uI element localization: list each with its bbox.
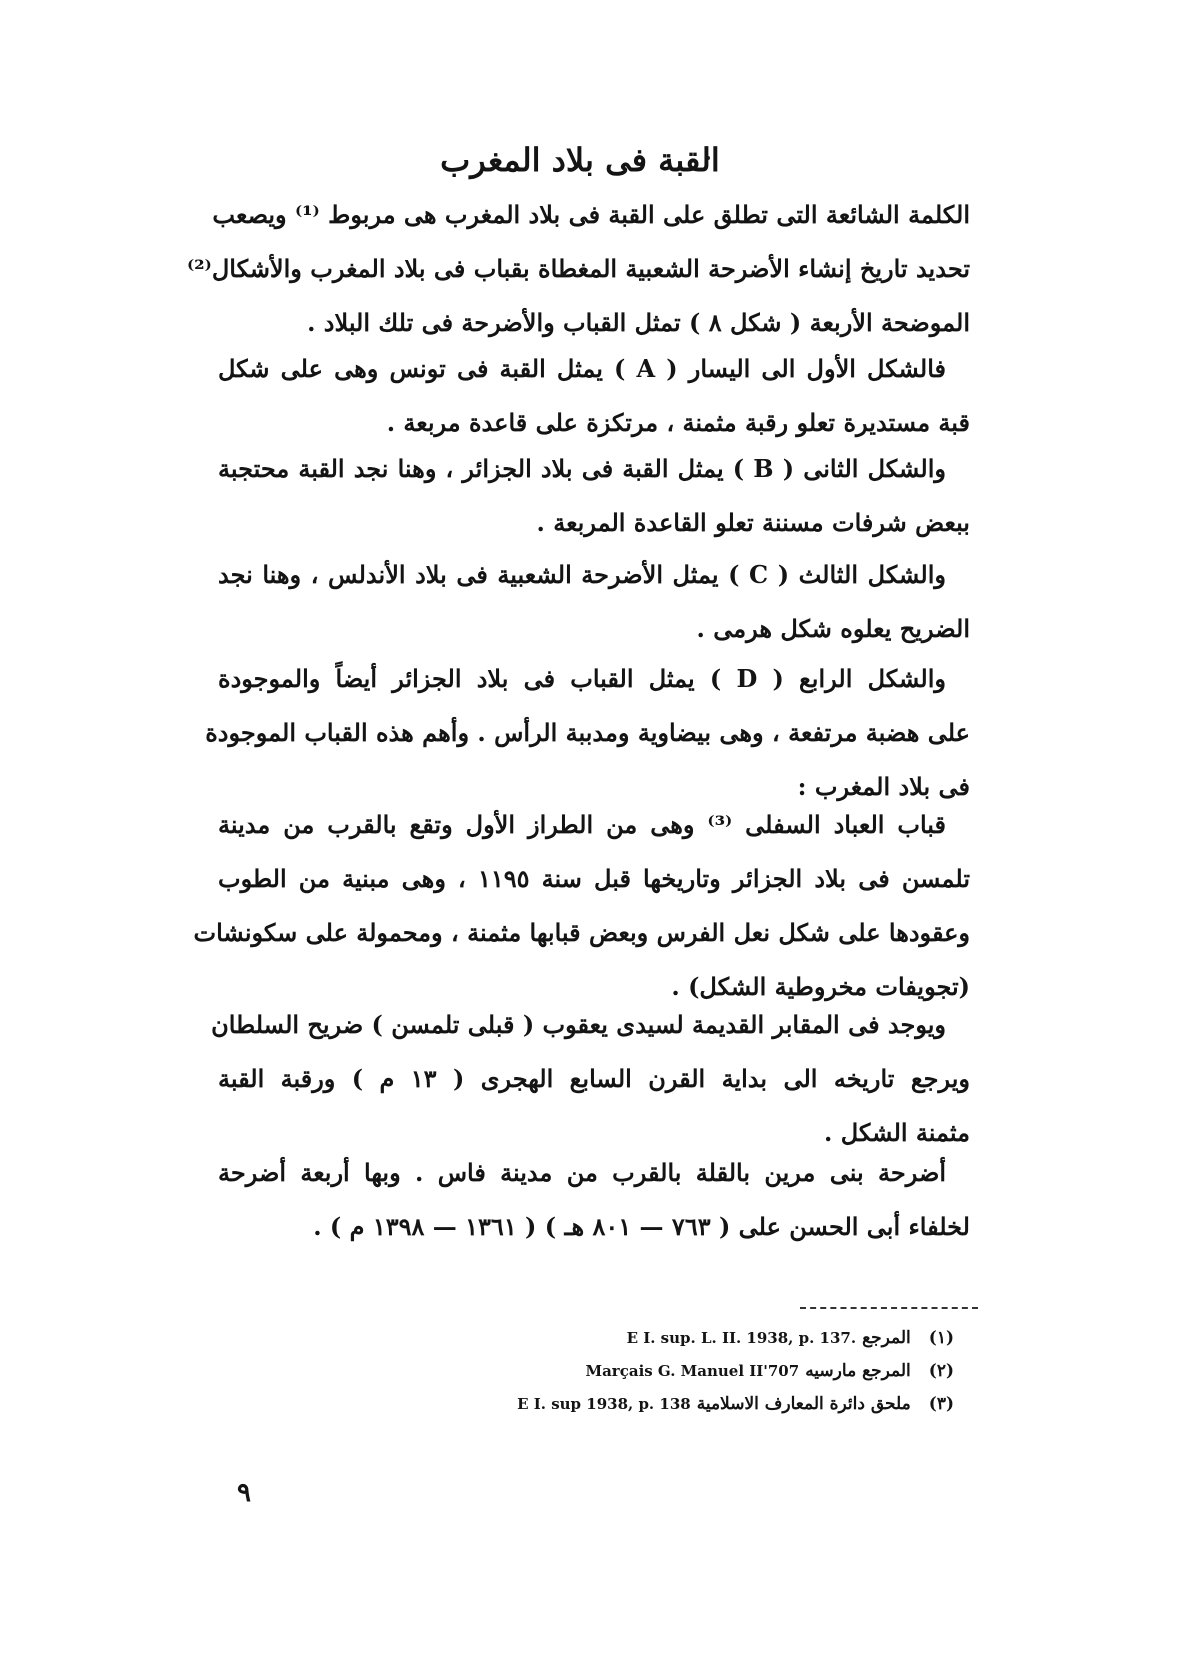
text-line: على هضبة مرتفعة ، وهى بيضاوية ومدببة الرأس . وأهم هذه القباب الموجودة <box>205 718 970 747</box>
paragraph-4 <box>218 548 970 656</box>
text-line: الموضحة الأربعة ( شكل ٨ ) تمثل القباب والأضرحة فى تلك البلاد . <box>307 308 970 337</box>
paragraph-8 <box>218 1146 970 1254</box>
footnote-number: (٣) <box>928 1394 954 1414</box>
footnote-number: (٢) <box>928 1361 954 1381</box>
footnote-citation: E I. sup. L. II. 1938, p. 137. <box>626 1329 857 1347</box>
text-line: والشكل الثانى ( B ) يمثل القبة فى بلاد الجزائر ، وهنا نجد القبة محتجبة <box>218 454 946 483</box>
text-line: فى بلاد المغرب : <box>797 772 970 801</box>
footnote-number: (١) <box>928 1328 954 1348</box>
paragraph-7 <box>211 998 970 1160</box>
footnotes <box>517 1322 954 1421</box>
text-line: وعقودها على شكل نعل الفرس وبعض قبابها مثمنة ، ومحمولة على سكونشات <box>193 918 970 947</box>
text-line: والشكل الرابع ( D ) يمثل القباب فى بلاد الجزائر أيضاً والموجودة <box>218 664 946 693</box>
text-line: الكلمة الشائعة التى تطلق على القبة فى بلاد المغرب هى مربوط ⁽¹⁾ ويصعب <box>212 200 970 229</box>
text-line: قبة مستديرة تعلو رقبة مثمنة ، مرتكزة على قاعدة مربعة . <box>386 408 970 437</box>
text-line: قباب العباد السفلى ⁽³⁾ وهى من الطراز الأول وتقع بالقرب من مدينة <box>218 810 946 839</box>
text-line: والشكل الثالث ( C ) يمثل الأضرحة الشعبية فى بلاد الأندلس ، وهنا نجد <box>218 560 947 589</box>
text-line: ببعض شرفات مسننة تعلو القاعدة المربعة . <box>536 508 970 537</box>
text-line: أضرحة بنى مرين بالقلة بالقرب من مدينة فاس . وبها أربعة أضرحة <box>218 1158 946 1187</box>
paragraph-6 <box>193 798 970 1014</box>
text-line: مثمنة الشكل . <box>824 1118 970 1147</box>
page-title: القبة فى بلاد المغرب <box>440 141 720 179</box>
footnote-citation: E I. sup 1938, p. 138 <box>517 1395 691 1413</box>
paragraph-1 <box>187 188 970 350</box>
text-line: الضريح يعلوه شكل هرمى . <box>696 614 970 643</box>
text-line: ويرجع تاريخه الى بداية القرن السابع الهجرى ( ١٣ م ) ورقبة القبة <box>218 1064 970 1093</box>
text-line: تحديد تاريخ إنشاء الأضرحة الشعبية المغطاة بقباب فى بلاد المغرب والأشكال⁽²⁾ <box>187 254 970 283</box>
page-number: ٩ <box>237 1478 251 1508</box>
footnote-arabic: المرجع مارسيه <box>805 1361 911 1381</box>
footnote-2 <box>520 1355 954 1388</box>
paragraph-3 <box>218 442 970 550</box>
text-line: تلمسن فى بلاد الجزائر وتاريخها قبل سنة ١١٩٥ ، وهى مبنية من الطوب <box>218 864 970 893</box>
paragraph-2 <box>218 342 970 450</box>
footnote-citation: Marçais G. Manuel II'707 <box>585 1362 800 1380</box>
text-line: فالشكل الأول الى اليسار ( A ) يمثل القبة فى تونس وهى على شكل <box>218 354 946 383</box>
footnote-1 <box>520 1322 954 1355</box>
footnote-arabic: ملحق دائرة المعارف الاسلامية <box>696 1394 911 1414</box>
text-line: لخلفاء أبى الحسن على ( ٧٦٣ — ٨٠١ هـ ) ( ١٣٦١ — ١٣٩٨ م ) . <box>313 1212 970 1241</box>
footnote-arabic: المرجع <box>862 1328 911 1348</box>
text-line: (تجويفات مخروطية الشكل) . <box>671 972 970 1001</box>
text-line: ويوجد فى المقابر القديمة لسيدى يعقوب ( قبلى تلمسن ) ضريح السلطان <box>211 1010 946 1039</box>
paragraph-5 <box>205 652 970 814</box>
footnote-3 <box>517 1388 954 1421</box>
footnote-separator <box>800 1307 978 1309</box>
